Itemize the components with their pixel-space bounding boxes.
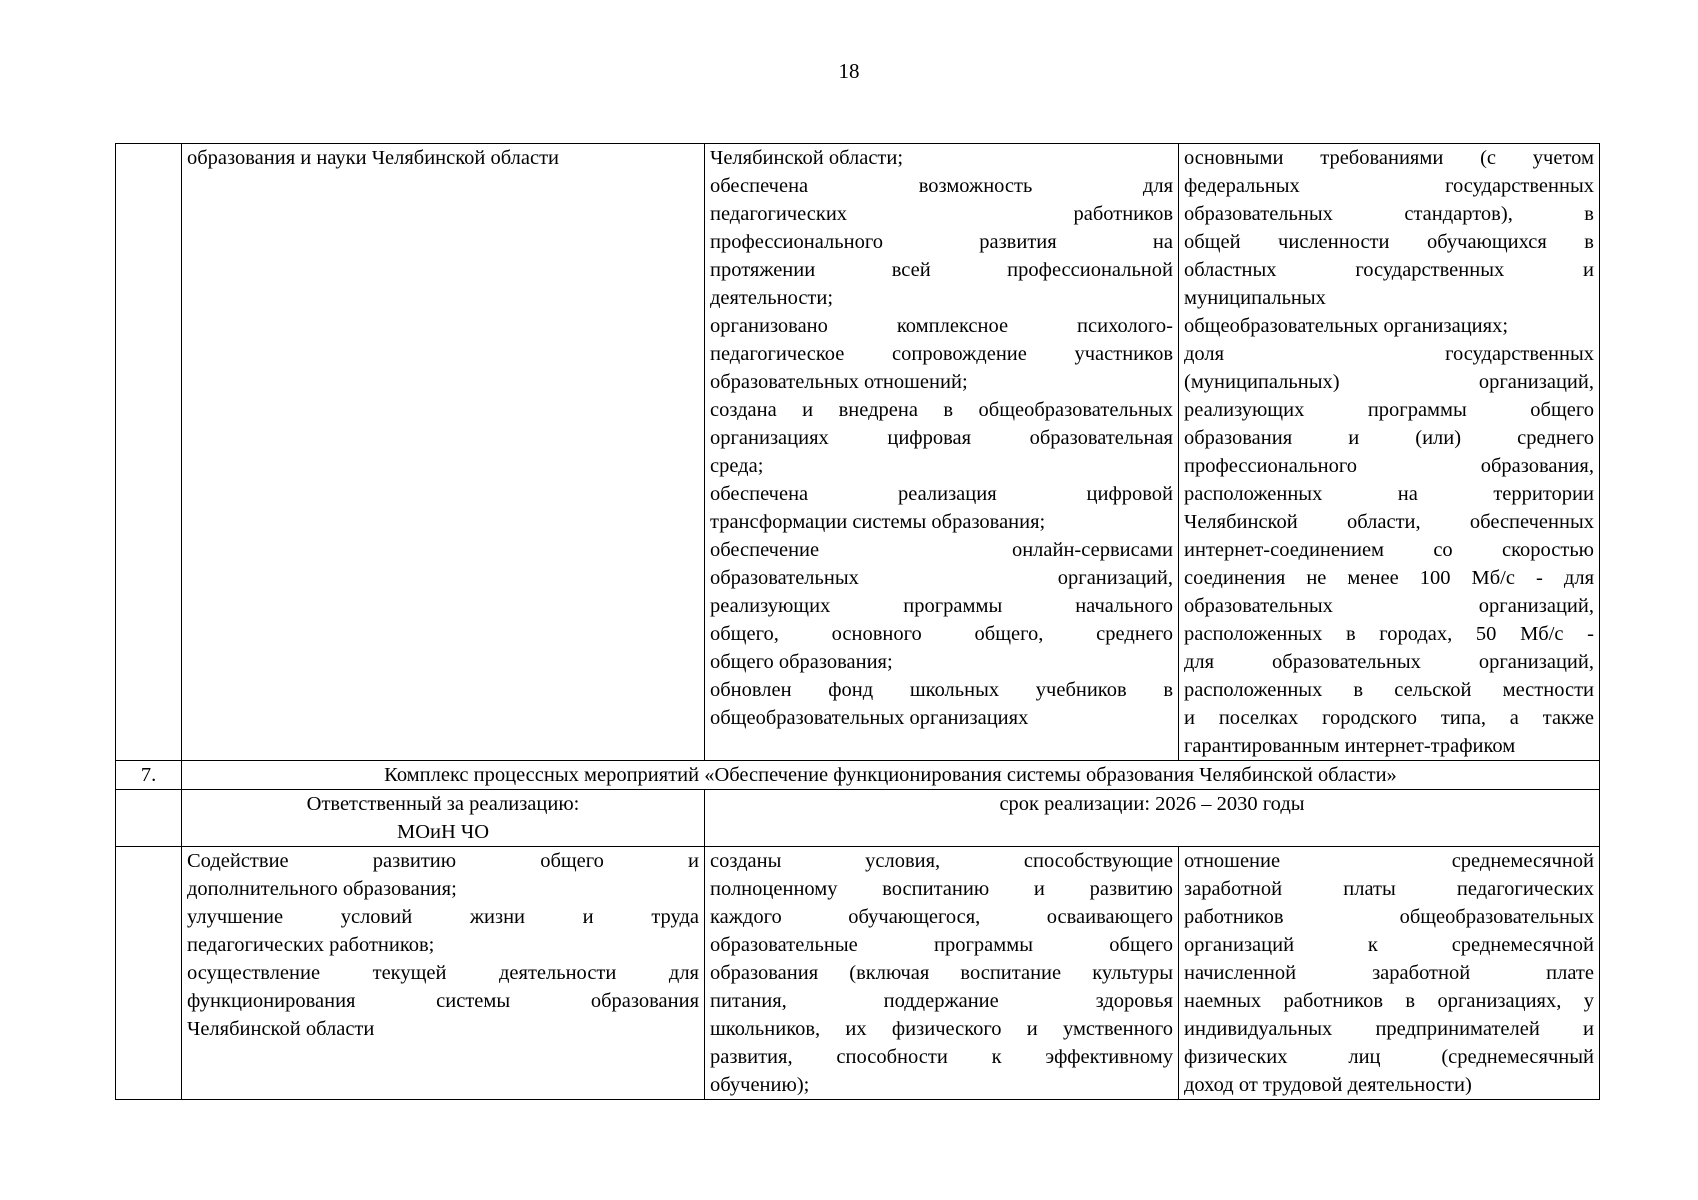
text-line: заработной платы педагогических	[1184, 878, 1594, 900]
text-line: профессионального развития на	[710, 231, 1173, 253]
table-row-task	[116, 847, 1600, 1100]
text-line: каждого обучающегося, осваивающего	[710, 906, 1173, 928]
responsible-label: Ответственный за реализацию:	[306, 793, 580, 815]
text-line: основными требованиями (с учетом	[1184, 147, 1594, 169]
text-line: гарантированным интернет-трафиком	[1184, 735, 1516, 757]
text-line: развития, способности к эффективному	[710, 1046, 1173, 1068]
text-line: профессионального образования,	[1184, 455, 1594, 477]
indicators-text	[1184, 847, 1594, 1099]
text-line: обеспечена реализация цифровой	[710, 483, 1173, 505]
text-line: доля государственных	[1184, 343, 1594, 365]
responsible-cell	[182, 790, 705, 847]
text-line: педагогических работников	[710, 203, 1173, 225]
text-line: трансформации системы образования;	[710, 511, 1046, 533]
text-line: начисленной заработной плате	[1184, 962, 1594, 984]
task-text	[187, 847, 699, 1043]
text-line: полноценному воспитанию и развитию	[710, 878, 1173, 900]
text-line: улучшение условий жизни и труда	[187, 906, 699, 928]
text-line: образовательных отношений;	[710, 371, 968, 393]
indicators-cell	[1179, 144, 1600, 761]
section-number: 7.	[116, 761, 182, 790]
text-line: питания, поддержание здоровья	[710, 990, 1173, 1012]
text-line: расположенных в городах, 50 Мб/с -	[1184, 623, 1594, 645]
text-line: и поселках городского типа, а также	[1184, 707, 1594, 729]
task-text	[187, 144, 699, 172]
text-line: индивидуальных предпринимателей и	[1184, 1018, 1594, 1040]
text-line: протяжении всей профессиональной	[710, 259, 1173, 281]
text-line: наемных работников в организациях, у	[1184, 990, 1594, 1012]
text-line: расположенных в сельской местности	[1184, 679, 1594, 701]
text-line: областных государственных и	[1184, 259, 1594, 281]
table-row-continued	[116, 144, 1600, 761]
task-cell	[182, 847, 705, 1100]
text-line: работников общеобразовательных	[1184, 906, 1594, 928]
text-line: для образовательных организаций,	[1184, 651, 1594, 673]
text-line: интернет-соединением со скоростью	[1184, 539, 1594, 561]
text-line: образования и науки Челябинской области	[187, 147, 560, 169]
text-line: обновлен фонд школьных учебников в	[710, 679, 1173, 701]
text-line: образовательных организаций,	[710, 567, 1173, 589]
expected-effects-cell	[705, 847, 1179, 1100]
expected-effects-text	[710, 144, 1173, 732]
indicators-text	[1184, 144, 1594, 760]
text-line: общей численности обучающихся в	[1184, 231, 1594, 253]
text-line: расположенных на территории	[1184, 483, 1594, 505]
text-line: (муниципальных) организаций,	[1184, 371, 1594, 393]
text-line: общеобразовательных организациях;	[1184, 315, 1509, 337]
text-line: образования и (или) среднего	[1184, 427, 1594, 449]
text-line: созданы условия, способствующие	[710, 850, 1173, 872]
text-line: педагогическое сопровождение участников	[710, 343, 1173, 365]
text-line: Челябинской области	[187, 1018, 375, 1040]
text-line: общего образования;	[710, 651, 893, 673]
expected-effects-text	[710, 847, 1173, 1099]
text-line: Челябинской области, обеспеченных	[1184, 511, 1594, 533]
text-line: организациях цифровая образовательная	[710, 427, 1173, 449]
text-line: муниципальных	[1184, 287, 1326, 309]
text-line: организовано комплексное психолого-	[710, 315, 1173, 337]
text-line: образовательных стандартов), в	[1184, 203, 1594, 225]
text-line: обучению);	[710, 1074, 810, 1096]
task-cell	[182, 144, 705, 761]
text-line: общеобразовательных организациях	[710, 707, 1029, 729]
text-line: доход от трудовой деятельности)	[1184, 1074, 1472, 1096]
text-line: соединения не менее 100 Мб/с - для	[1184, 567, 1594, 589]
text-line: реализующих программы начального	[710, 595, 1173, 617]
text-line: педагогических работников;	[187, 934, 435, 956]
text-line: школьников, их физического и умственного	[710, 1018, 1173, 1040]
text-line: осуществление текущей деятельности для	[187, 962, 699, 984]
text-line: функционирования системы образования	[187, 990, 699, 1012]
page-number: 18	[838, 59, 860, 83]
text-line: среда;	[710, 455, 764, 477]
text-line: физических лиц (среднемесячный	[1184, 1046, 1594, 1068]
indicators-cell	[1179, 847, 1600, 1100]
text-line: общего, основного общего, среднего	[710, 623, 1173, 645]
program-table	[115, 143, 1600, 1100]
section-title-row	[116, 761, 1600, 790]
text-line: образовательные программы общего	[710, 934, 1173, 956]
text-line: дополнительного образования;	[187, 878, 457, 900]
text-line: образовательных организаций,	[1184, 595, 1594, 617]
text-line: деятельности;	[710, 287, 834, 309]
row-number-cell	[116, 144, 182, 761]
text-line: отношение среднемесячной	[1184, 850, 1594, 872]
empty-number-cell	[116, 790, 182, 847]
text-line: Содействие развитию общего и	[187, 850, 699, 872]
row-number-cell	[116, 847, 182, 1100]
text-line: обеспечение онлайн-сервисами	[710, 539, 1173, 561]
text-line: Челябинской области;	[710, 147, 904, 169]
text-line: образования (включая воспитание культуры	[710, 962, 1173, 984]
section-title: Комплекс процессных мероприятий «Обеспечение функционирования системы образования Челябинской области»	[182, 761, 1600, 790]
text-line: реализующих программы общего	[1184, 399, 1594, 421]
text-line: организаций к среднемесячной	[1184, 934, 1594, 956]
text-line: федеральных государственных	[1184, 175, 1594, 197]
section-meta-row	[116, 790, 1600, 847]
text-line: обеспечена возможность для	[710, 175, 1173, 197]
term-cell: срок реализации: 2026 – 2030 годы	[705, 790, 1600, 847]
expected-effects-cell	[705, 144, 1179, 761]
responsible-value: МОиН ЧО	[396, 821, 490, 843]
text-line: создана и внедрена в общеобразовательных	[710, 399, 1173, 421]
